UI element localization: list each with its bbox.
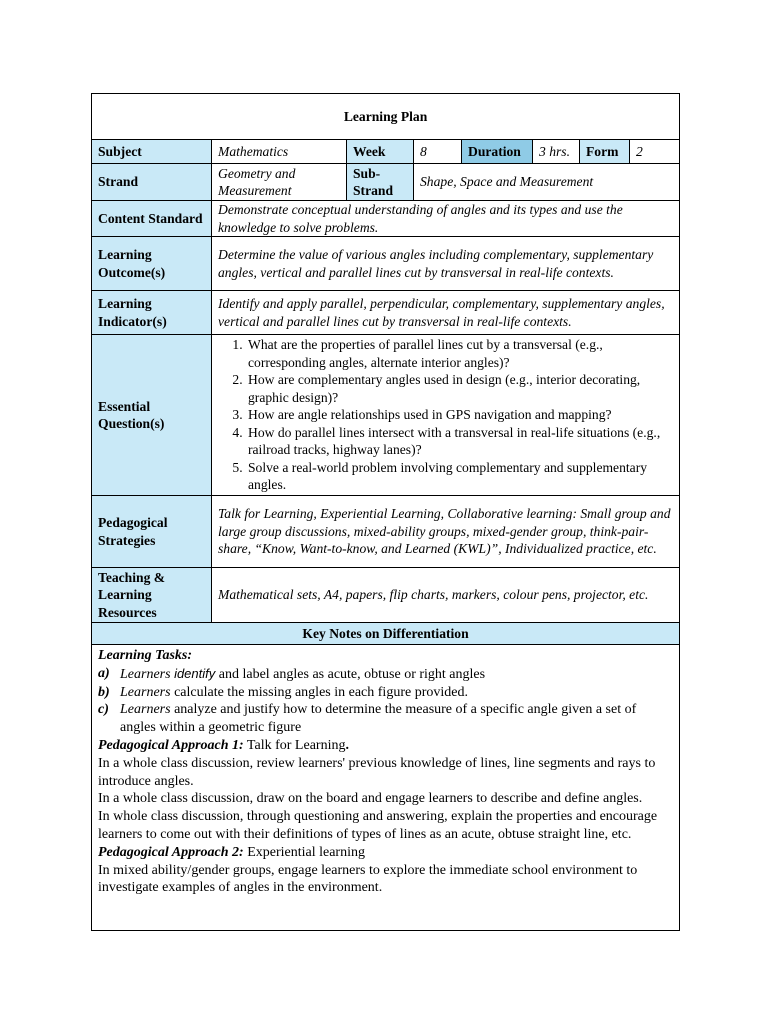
task-text: and label angles as acute, obtuse or right angles xyxy=(215,666,486,682)
list-item: 3. How are angle relationships used in GPS navigation and mapping? xyxy=(246,406,673,424)
learning-outcome-label: Learning Outcome(s) xyxy=(92,237,212,291)
task-item xyxy=(98,701,673,737)
task-text: analyze and justify how to determine the measure of a specific angle given a set of angles within a geometric figure xyxy=(120,702,637,736)
task-letter: a) xyxy=(98,665,110,681)
essential-questions-cell xyxy=(212,335,680,496)
approach-1-label: Pedagogical Approach 1: xyxy=(98,737,244,753)
duration-value: 3 hrs. xyxy=(533,140,580,164)
task-letter: b) xyxy=(98,684,110,700)
learning-tasks-heading: Learning Tasks: xyxy=(98,648,193,663)
list-item: 5. Solve a real-world problem involving complementary and supplementary angles. xyxy=(246,459,673,494)
task-learners: Learners xyxy=(120,702,171,718)
task-learners: Learners xyxy=(120,684,171,700)
content-standard-label: Content Standard xyxy=(92,201,212,237)
key-notes-body xyxy=(92,645,680,931)
week-label: Week xyxy=(347,140,414,164)
subject-label: Subject xyxy=(92,140,212,164)
substrand-label: Sub-Strand xyxy=(347,164,414,201)
paragraph: In a whole class discussion, draw on the board and engage learners to describe and define angles. xyxy=(98,791,643,807)
subject-value: Mathematics xyxy=(212,140,347,164)
approach-2-label: Pedagogical Approach 2: xyxy=(98,844,244,860)
resources-label: Teaching & Learning Resources xyxy=(92,568,212,623)
paragraph: In mixed ability/gender groups, engage learners to explore the immediate school environment to investigate examples of angles in the environment. xyxy=(98,862,638,896)
week-value: 8 xyxy=(414,140,462,164)
approach-1-value: Talk for Learning xyxy=(243,737,346,753)
duration-label: Duration xyxy=(462,140,533,164)
paragraph: In whole class discussion, through questioning and answering, explain the properties and encourage learners to come out with their definitions of types of lines as an acute, obtuse straight line, etc. xyxy=(98,809,658,842)
approach-2-line xyxy=(98,844,673,862)
plan-title: Learning Plan xyxy=(92,94,680,140)
learning-plan-table xyxy=(91,93,680,931)
approach-2-value: Experiential learning xyxy=(243,844,365,860)
pedagogical-strategies-value: Talk for Learning, Experiential Learning, Collaborative learning: Small group and large group discussions, mixed-ability groups, mixed-gender group, think-pair-share, “Know, Want-to-know, and Learned (KWL)”, Individualized practice, etc. xyxy=(212,496,680,568)
task-verb: identify xyxy=(174,665,216,681)
approach-1-dot: . xyxy=(345,737,349,753)
learning-indicator-value: Identify and apply parallel, perpendicular, complementary, supplementary angles, vertical and parallel lines cut by transversal in real-life contexts. xyxy=(212,291,680,335)
task-learners: Learners xyxy=(120,666,171,682)
substrand-value: Shape, Space and Measurement xyxy=(414,164,680,201)
strand-value: Geometry and Measurement xyxy=(212,164,347,201)
key-notes-heading: Key Notes on Differentiation xyxy=(92,623,680,645)
content-standard-value: Demonstrate conceptual understanding of angles and its types and use the knowledge to solve problems. xyxy=(212,201,680,237)
task-item xyxy=(98,684,673,702)
essential-questions-label: Essential Question(s) xyxy=(92,335,212,496)
strand-label: Strand xyxy=(92,164,212,201)
approach-1-line xyxy=(98,737,673,755)
form-label: Form xyxy=(580,140,630,164)
task-text: calculate the missing angles in each figure provided. xyxy=(170,684,468,700)
form-value: 2 xyxy=(630,140,680,164)
learning-outcome-value: Determine the value of various angles including complementary, supplementary angles, vertical and parallel lines cut by transversal in real-life contexts. xyxy=(212,237,680,291)
list-item: 1. What are the properties of parallel lines cut by a transversal (e.g., corresponding angles, alternate interior angles)? xyxy=(246,336,673,371)
task-letter: c) xyxy=(98,702,109,718)
resources-value: Mathematical sets, A4, papers, flip charts, markers, colour pens, projector, etc. xyxy=(212,568,680,623)
essential-questions-list xyxy=(218,336,673,494)
pedagogical-strategies-label: Pedagogical Strategies xyxy=(92,496,212,568)
learning-indicator-label: Learning Indicator(s) xyxy=(92,291,212,335)
list-item: 2. How are complementary angles used in design (e.g., interior decorating, graphic design)? xyxy=(246,371,673,406)
paragraph: In a whole class discussion, review learners' previous knowledge of lines, line segments and rays to introduce angles. xyxy=(98,755,656,789)
task-item xyxy=(98,665,673,684)
list-item: 4. How do parallel lines intersect with a transversal in real-life situations (e.g., railroad tracks, highway lanes)? xyxy=(246,424,673,459)
